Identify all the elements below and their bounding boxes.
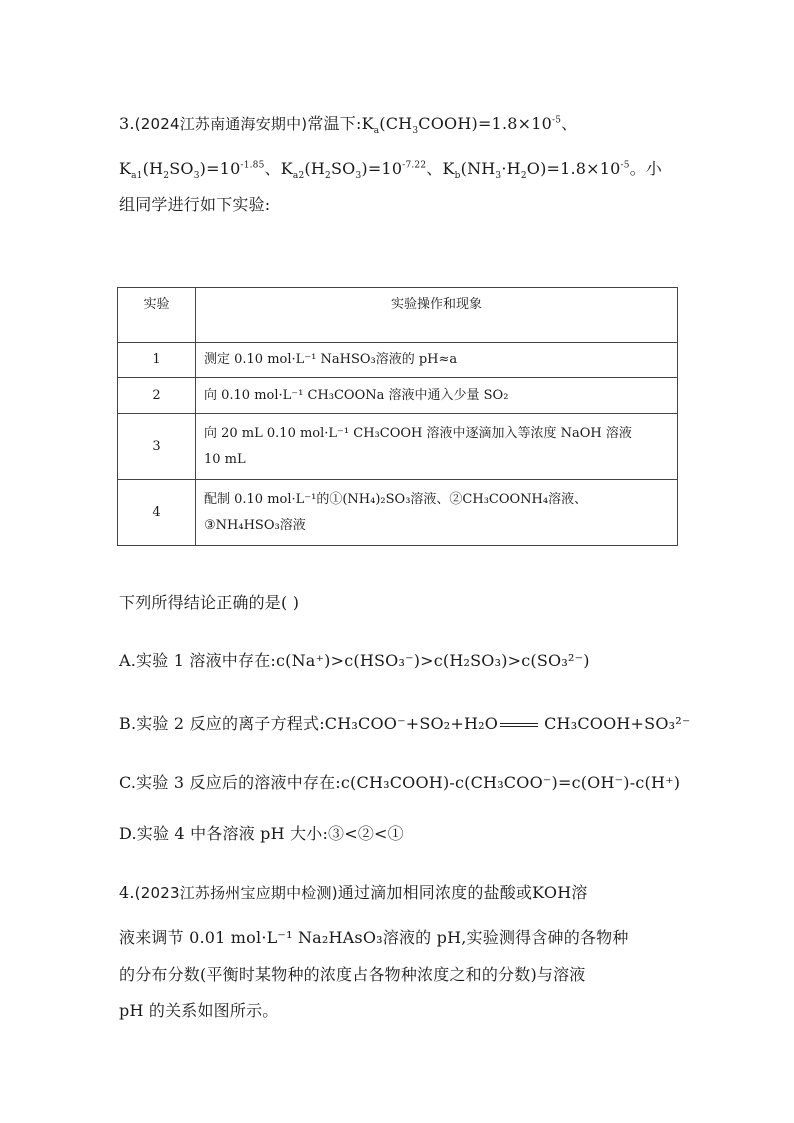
equals-sign-icon [500,723,538,727]
q3-line-2: $K_{a1}(H_2SO_3)=10^{-1.85}$、$K_{a2}(H_2SO_3)=10^{-7.22}$、$K_b(NH_3\cdot H_2O)=1.8\times 10^{-5}$。小 [119,159,663,182]
row-2-number: 2 [118,378,196,414]
q3-sep-1: 、 [561,114,578,133]
q3-line-1: 3.(2024江苏南通海安期中)常温下$:K_a(CH_3COOH)=1.8\times 10^{-5}$、 [119,114,578,137]
row-3-text-b: 10 mL [204,451,246,467]
q3-sep-2: 、 [264,159,281,178]
row-3-text [196,414,678,480]
table-row [118,480,678,546]
q4-source: (2023江苏扬州宝应期中检测) [134,884,338,902]
q3-ka-value: =1.8×10 [477,114,552,133]
row-1-number: 1 [118,343,196,378]
q4-line-3: 的分布分数(平衡时某物种的浓度占各物种浓度之和的分数)与溶液 [119,965,586,984]
row-4-number: 4 [118,480,196,546]
q3-kb-value: =1.8×10 [546,159,621,178]
table-header-procedure: 实验操作和现象 [196,288,678,343]
row-4-text-a: 配制 0.10 mol·L⁻¹的①(NH₄)₂SO₃溶液、②CH₃COONH₄溶液、 [204,491,588,507]
q3-ka1-value: =10 [206,159,241,178]
q4-number: 4. [119,883,135,902]
q3-line-3: 组同学进行如下实验: [119,195,271,214]
q4-line-1-rest: 通过滴加相同浓度的盐酸或KOH溶 [337,883,588,902]
q3-number: 3. [119,114,135,133]
table-row [118,414,678,480]
table-row [118,343,678,378]
table-header-row [118,288,678,343]
q3-ka2-exp: -7.22 [402,160,427,171]
option-b [119,713,691,735]
q3-kb-exp: -5 [620,160,630,171]
q3-intro-label: 常温下: [307,114,362,133]
row-4-text [196,480,678,546]
q3-ka1-exp: -1.85 [240,160,265,171]
experiment-table [117,287,678,546]
q3-source: (2024江苏南通海安期中) [134,115,308,133]
option-b-left: B.实验 2 反应的离子方程式:CH₃COO⁻+SO₂+H₂O [119,714,499,733]
row-2-text: 向 0.10 mol·L⁻¹ CH₃COONa 溶液中通入少量 SO₂ [196,378,678,414]
option-b-right: CH₃COOH+SO₃²⁻ [544,714,691,733]
q3-ka-exp: -5 [551,115,562,126]
q3-ka2-value: =10 [367,159,403,178]
table-row [118,378,678,414]
row-3-number: 3 [118,414,196,480]
row-1-text: 测定 0.10 mol·L⁻¹ NaHSO₃溶液的 pH≈a [196,343,678,378]
option-c: C.实验 3 反应后的溶液中存在:c(CH₃COOH)-c(CH₃COO⁻)=c(OH⁻)-c(H⁺) [119,773,681,792]
table-header-experiment: 实验 [118,288,196,343]
q3-stem: 下列所得结论正确的是( ) [119,593,300,612]
row-3-text-a: 向 20 mL 0.10 mol·L⁻¹ CH₃COOH 溶液中逐滴加入等浓度 NaOH 溶液 [204,425,632,441]
option-a: A.实验 1 溶液中存在:c(Na⁺)>c(HSO₃⁻)>c(H₂SO₃)>c(SO₃²⁻) [119,651,590,670]
q3-tail: 。小 [629,159,663,178]
option-d: D.实验 4 中各溶液 pH 大小:③<②<① [119,824,404,843]
q4-line-1 [119,882,588,904]
row-4-text-b: ③NH₄HSO₃溶液 [204,517,306,533]
q4-line-2: 液来调节 0.01 mol·L⁻¹ Na₂HAsO₃溶液的 pH,实验测得含砷的各物种 [119,928,629,947]
q4-line-4: pH 的关系如图所示。 [119,1001,279,1020]
q3-sep-3: 、 [426,159,443,178]
